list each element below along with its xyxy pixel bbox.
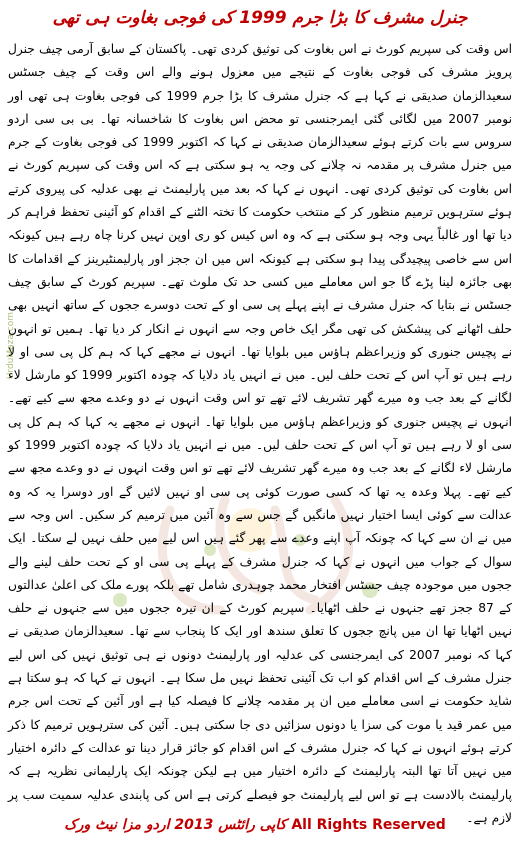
copyright-footer	[0, 814, 520, 840]
all-rights-reserved: All Rights Reserved	[291, 817, 446, 833]
article-title: جنرل مشرف کا بڑا جرم 1999 کی فوجی بغاوت ہی تھی	[52, 8, 468, 28]
copyright-urdu: کاپی رائٹس 2013 اردو مزا نیٹ ورک	[64, 817, 287, 833]
article-body: اس وقت کی سپریم کورٹ نے اس بغاوت کی توثیق کردی تھی۔ پاکستان کے سابق آرمی چیف جنرل پرویز مشرف کی فوجی بغاوت کے نتیجے میں معزول ہونے والے اس وقت کے چیف جسٹس سعیدالزمان صدیقی نے کہا ہے کہ جنرل مشرف کا بڑا جرم 1999 کی فوجی بغاوت ہی تھی اور نومبر 2007 میں لگائی گئی ایمرجنسی تو محض اس بغاوت کا شاخسانہ تھا۔ بی بی سی اردو سروس سے بات کرتے ہوئے سعیدالزمان صدیقی نے کہا کہ اکتوبر 1999 کی فوجی بغاوت کے جرم میں جنرل مشرف پر مقدمہ نہ چلانے کی وجہ یہ ہو سکتی ہے کہ اس وقت کی سپریم کورٹ نے اس بغاوت کی توثیق کردی تھی۔ انہوں نے کہا کہ بعد میں پارلیمنٹ نے بھی عدلیہ کی پیروی کرتے ہوئے سترہویں ترمیم منظور کر کے منتخب حکومت کا تختہ الٹنے کے اقدام کو آئینی تحفظ فراہم کر دیا تھا اور غالباً یہی وجہ ہو سکتی ہے کہ وہ اس کیس کو ری اوپن نہیں کرنا چاہ رہے ہیں کیونکہ اس سے خاصی پیچیدگی پیدا ہو سکتی ہے کیونکہ اس میں ان ججز اور پارلیمنٹیرینز کے اقدامات کا بھی جائزہ لینا پڑے گا جو اس معاملے میں کسی حد تک ملوث تھے۔ سپریم کورٹ کے سابق چیف جسٹس نے بتایا کہ جنرل مشرف نے اپنے پہلے پی سی او کے تحت دوسرے ججوں کے ساتھ انہیں بھی حلف اٹھانے کی پیشکش کی تھی مگر ایک خاص وجہ سے انہوں نے انکار کر دیا تھا۔ ہمیں تو انہوں نے پچیس جنوری کو وزیراعظم ہاؤس میں بلوایا تھا۔ انہوں نے مجھے کہا کہ ہم کل پی سی او لا رہے ہیں تو آپ اس کے تحت حلف لیں۔ میں نے انہیں یاد دلایا کہ چودہ اکتوبر 1999 کو مارشل لاء لگانے کے بعد جب وہ میرے گھر تشریف لائے تھے تو اس وقت انہوں نے دو وعدے مجھ سے کیے تھے۔ انہوں نے پچیس جنوری کو وزیراعظم ہاؤس میں بلوایا تھا۔ انہوں نے مجھے یہ کہا کہ ہم کل پی سی او لا رہے ہیں تو آپ اس کے تحت حلف لیں۔ میں نے انہیں یاد دلایا کہ چودہ اکتوبر 1999 کو مارشل لاء لگانے کے بعد جب وہ میرے گھر تشریف لائے تھے تو اس وقت انہوں نے دو وعدے مجھ سے کیے تھے۔ پہلا وعدہ یہ تھا کہ کسی صورت کوئی پی سی او نہیں لائیں گے اور دوسرا یہ کہ وہ عدالت سے کوئی ایسا اختیار نہیں مانگیں گے جس سے وہ آئین میں ترمیم کر سکیں۔ اس وجہ سے میں نے ان سے کہا کہ چونکہ آپ اپنے وعدے سے پھر گئے ہیں اس لیے میں حلف نہیں لے سکتا۔ ایک سوال کے جواب میں انہوں نے کہا کہ جنرل مشرف کے پہلے پی سی او کے تحت حلف لینے والے ججوں میں موجودہ چیف جسٹس افتخار محمد چوہدری شامل تھے بلکہ پورے ملک کی اعلیٰ عدالتوں کے 87 ججز تھے جنہوں نے حلف اٹھایا۔ سپریم کورٹ کے ان تیرہ ججوں میں سے جنہوں نے حلف نہیں اٹھایا تھا ان میں پانچ ججوں کا تعلق سندھ اور ایک کا پنجاب سے تھا۔ سعیدالزمان صدیقی نے کہا کہ نومبر 2007 کی ایمرجنسی کی عدلیہ اور پارلیمنٹ دونوں نے ہی توثیق نہیں کی اس لیے جنرل مشرف کے اس اقدام کو اب تک آئینی تحفظ نہیں مل سکا ہے۔ انہوں نے کہا کہ ہو سکتا ہے شاید حکومت نے اسی معاملے میں ان پر مقدمہ چلانے کا فیصلہ کیا ہے اور آئین کے تحت اس جرم میں عمر قید یا موت کی سزا یا دونوں سزائیں دی جا سکتی ہیں۔ آئین کی سترہویں ترمیم کا ذکر کرتے ہوئے انہوں نے کہا کہ جنرل مشرف کے اس اقدام کو جائز قرار دینا تو عدالت کے دائرہ اختیار میں نہیں آتا تھا البتہ پارلیمنٹ کے دائرہ اختیار میں ہے لیکن چونکہ ایک پارلیمانی نظریہ ہے کہ پارلیمنٹ بالادست ہے تو اس لیے پارلیمنٹ جو فیصلے کرتی ہے اس کی پابندی عدلیہ سمیت سب پر لازم ہے۔	[8, 42, 512, 825]
watermark-site-name: UrduMaza.com	[6, 312, 16, 380]
